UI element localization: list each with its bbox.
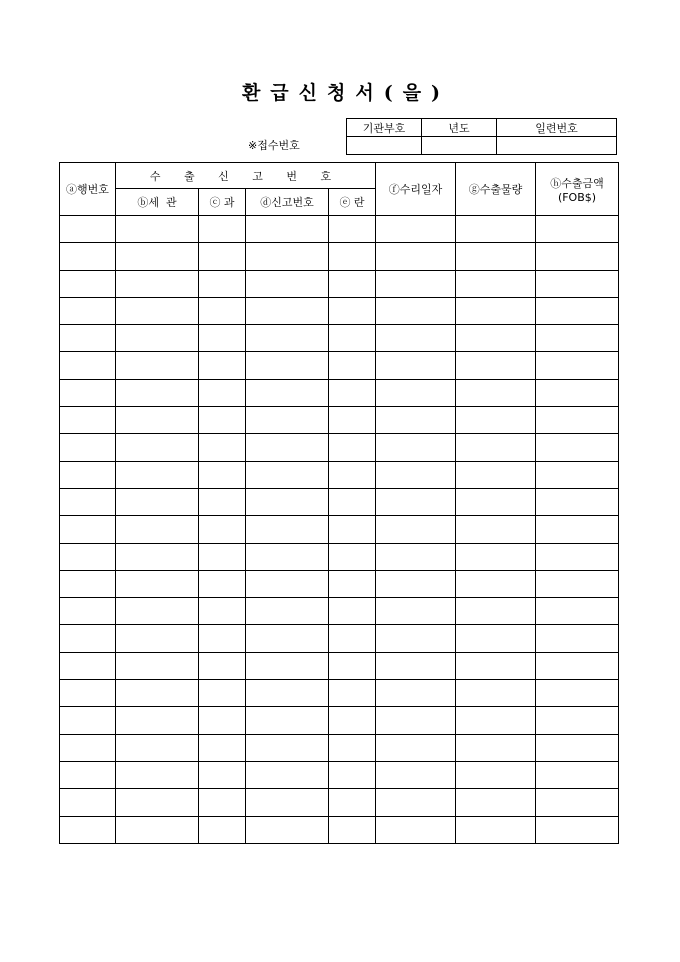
- declaration-number-cell[interactable]: [246, 707, 329, 734]
- section-cell[interactable]: [199, 652, 246, 679]
- export-amount-unit: (FOB$): [557, 190, 597, 204]
- export-amount-cell[interactable]: [536, 734, 619, 761]
- customs-cell[interactable]: [116, 707, 199, 734]
- export-amount-label: ⓗ수출금액: [550, 176, 604, 190]
- customs-cell[interactable]: [116, 570, 199, 597]
- export-amount-cell[interactable]: [536, 352, 619, 379]
- refund-application-table: [59, 162, 619, 844]
- export-amount-cell[interactable]: [536, 570, 619, 597]
- column-cell[interactable]: [329, 734, 376, 761]
- export-quantity-cell[interactable]: [456, 488, 536, 515]
- acceptance-date-cell[interactable]: [376, 680, 456, 707]
- section-cell[interactable]: [199, 680, 246, 707]
- acceptance-date-cell[interactable]: [376, 761, 456, 788]
- row-number-cell[interactable]: [60, 325, 116, 352]
- column-cell[interactable]: [329, 543, 376, 570]
- section-cell[interactable]: [199, 543, 246, 570]
- row-number-cell[interactable]: [60, 652, 116, 679]
- declaration-number-cell[interactable]: [246, 379, 329, 406]
- export-quantity-cell[interactable]: [456, 461, 536, 488]
- acceptance-date-cell[interactable]: [376, 352, 456, 379]
- customs-cell[interactable]: [116, 434, 199, 461]
- receipt-number-table: [346, 118, 617, 155]
- export-amount-cell[interactable]: [536, 625, 619, 652]
- row-number-cell[interactable]: [60, 598, 116, 625]
- export-declaration-number-header: 수 출 신 고 번 호: [116, 163, 376, 189]
- declaration-number-cell[interactable]: [246, 761, 329, 788]
- declaration-number-cell[interactable]: [246, 461, 329, 488]
- section-cell[interactable]: [199, 625, 246, 652]
- receipt-number-label: ※접수번호: [248, 139, 300, 152]
- section-cell[interactable]: [199, 734, 246, 761]
- declaration-number-cell[interactable]: [246, 598, 329, 625]
- customs-cell[interactable]: [116, 243, 199, 270]
- column-cell[interactable]: [329, 325, 376, 352]
- section-cell[interactable]: [199, 516, 246, 543]
- acceptance-date-cell[interactable]: [376, 488, 456, 515]
- table-row: [60, 297, 619, 324]
- serial-number-field[interactable]: [497, 137, 617, 155]
- declaration-number-cell[interactable]: [246, 352, 329, 379]
- export-amount-cell[interactable]: [536, 379, 619, 406]
- column-cell[interactable]: [329, 570, 376, 597]
- export-amount-cell[interactable]: [536, 270, 619, 297]
- export-quantity-cell[interactable]: [456, 297, 536, 324]
- customs-cell[interactable]: [116, 652, 199, 679]
- row-number-cell[interactable]: [60, 625, 116, 652]
- column-cell[interactable]: [329, 216, 376, 243]
- row-number-cell[interactable]: [60, 488, 116, 515]
- table-row: [60, 598, 619, 625]
- declaration-number-cell[interactable]: [246, 270, 329, 297]
- customs-cell[interactable]: [116, 516, 199, 543]
- row-number-cell[interactable]: [60, 789, 116, 816]
- table-row: [60, 625, 619, 652]
- table-row: [60, 407, 619, 434]
- acceptance-date-cell[interactable]: [376, 516, 456, 543]
- section-header: ⓒ 과: [199, 189, 246, 216]
- export-quantity-header: ⓖ수출물량: [456, 163, 536, 216]
- export-quantity-cell[interactable]: [456, 270, 536, 297]
- acceptance-date-cell[interactable]: [376, 325, 456, 352]
- column-cell[interactable]: [329, 516, 376, 543]
- export-amount-cell[interactable]: [536, 407, 619, 434]
- declaration-number-cell[interactable]: [246, 680, 329, 707]
- declaration-number-cell[interactable]: [246, 216, 329, 243]
- acceptance-date-cell[interactable]: [376, 789, 456, 816]
- row-number-cell[interactable]: [60, 379, 116, 406]
- acceptance-date-cell[interactable]: [376, 625, 456, 652]
- table-row: [60, 352, 619, 379]
- column-cell[interactable]: [329, 379, 376, 406]
- section-cell[interactable]: [199, 297, 246, 324]
- export-amount-cell[interactable]: [536, 598, 619, 625]
- acceptance-date-cell[interactable]: [376, 243, 456, 270]
- customs-cell[interactable]: [116, 379, 199, 406]
- section-cell[interactable]: [199, 488, 246, 515]
- customs-cell[interactable]: [116, 216, 199, 243]
- export-amount-cell[interactable]: [536, 816, 619, 843]
- export-quantity-cell[interactable]: [456, 243, 536, 270]
- section-cell[interactable]: [199, 270, 246, 297]
- customs-cell[interactable]: [116, 816, 199, 843]
- customs-cell[interactable]: [116, 789, 199, 816]
- table-row: [60, 680, 619, 707]
- column-cell[interactable]: [329, 270, 376, 297]
- export-amount-cell[interactable]: [536, 461, 619, 488]
- column-cell[interactable]: [329, 461, 376, 488]
- table-row: [60, 488, 619, 515]
- acceptance-date-cell[interactable]: [376, 407, 456, 434]
- row-number-cell[interactable]: [60, 570, 116, 597]
- export-quantity-cell[interactable]: [456, 652, 536, 679]
- column-cell[interactable]: [329, 625, 376, 652]
- column-cell[interactable]: [329, 816, 376, 843]
- export-amount-cell[interactable]: [536, 652, 619, 679]
- serial-number-header: 일련번호: [497, 119, 617, 137]
- column-cell[interactable]: [329, 652, 376, 679]
- column-cell[interactable]: [329, 789, 376, 816]
- customs-cell[interactable]: [116, 625, 199, 652]
- declaration-number-cell[interactable]: [246, 516, 329, 543]
- section-cell[interactable]: [199, 243, 246, 270]
- row-number-cell[interactable]: [60, 816, 116, 843]
- export-amount-cell[interactable]: [536, 243, 619, 270]
- export-quantity-cell[interactable]: [456, 598, 536, 625]
- export-quantity-cell[interactable]: [456, 680, 536, 707]
- declaration-number-cell[interactable]: [246, 816, 329, 843]
- column-cell[interactable]: [329, 598, 376, 625]
- row-number-cell[interactable]: [60, 761, 116, 788]
- export-quantity-cell[interactable]: [456, 407, 536, 434]
- declaration-number-cell[interactable]: [246, 789, 329, 816]
- column-cell[interactable]: [329, 488, 376, 515]
- section-cell[interactable]: [199, 352, 246, 379]
- export-quantity-cell[interactable]: [456, 352, 536, 379]
- export-quantity-cell[interactable]: [456, 570, 536, 597]
- agency-code-header: 기관부호: [347, 119, 422, 137]
- declaration-number-cell[interactable]: [246, 652, 329, 679]
- acceptance-date-cell[interactable]: [376, 543, 456, 570]
- customs-cell[interactable]: [116, 680, 199, 707]
- column-cell[interactable]: [329, 434, 376, 461]
- row-number-cell[interactable]: [60, 270, 116, 297]
- export-amount-cell[interactable]: [536, 216, 619, 243]
- acceptance-date-cell[interactable]: [376, 434, 456, 461]
- declaration-number-cell[interactable]: [246, 543, 329, 570]
- customs-cell[interactable]: [116, 761, 199, 788]
- declaration-number-cell[interactable]: [246, 297, 329, 324]
- export-amount-cell[interactable]: [536, 543, 619, 570]
- export-amount-cell[interactable]: [536, 789, 619, 816]
- export-amount-cell[interactable]: [536, 707, 619, 734]
- acceptance-date-cell[interactable]: [376, 297, 456, 324]
- customs-cell[interactable]: [116, 352, 199, 379]
- table-row: [60, 216, 619, 243]
- export-amount-cell[interactable]: [536, 680, 619, 707]
- table-row: [60, 325, 619, 352]
- column-cell[interactable]: [329, 297, 376, 324]
- table-row: [60, 570, 619, 597]
- section-cell[interactable]: [199, 707, 246, 734]
- customs-cell[interactable]: [116, 297, 199, 324]
- column-cell[interactable]: [329, 407, 376, 434]
- export-amount-cell[interactable]: [536, 297, 619, 324]
- section-cell[interactable]: [199, 816, 246, 843]
- column-cell[interactable]: [329, 707, 376, 734]
- table-row: [60, 789, 619, 816]
- year-header: 년도: [422, 119, 497, 137]
- table-row: [60, 516, 619, 543]
- export-quantity-cell[interactable]: [456, 543, 536, 570]
- declaration-number-cell[interactable]: [246, 407, 329, 434]
- export-amount-cell[interactable]: [536, 488, 619, 515]
- row-number-cell[interactable]: [60, 461, 116, 488]
- acceptance-date-cell[interactable]: [376, 270, 456, 297]
- table-row: [60, 761, 619, 788]
- section-cell[interactable]: [199, 598, 246, 625]
- page-title: 환급신청서(을): [241, 82, 451, 104]
- declaration-number-cell[interactable]: [246, 625, 329, 652]
- row-number-cell[interactable]: [60, 434, 116, 461]
- section-cell[interactable]: [199, 461, 246, 488]
- row-number-cell[interactable]: [60, 707, 116, 734]
- customs-cell[interactable]: [116, 461, 199, 488]
- export-quantity-cell[interactable]: [456, 789, 536, 816]
- acceptance-date-cell[interactable]: [376, 216, 456, 243]
- row-number-cell[interactable]: [60, 680, 116, 707]
- table-row: [60, 243, 619, 270]
- section-cell[interactable]: [199, 216, 246, 243]
- table-row: [60, 652, 619, 679]
- row-number-cell[interactable]: [60, 216, 116, 243]
- export-amount-cell[interactable]: [536, 325, 619, 352]
- acceptance-date-cell[interactable]: [376, 461, 456, 488]
- acceptance-date-cell[interactable]: [376, 570, 456, 597]
- table-row: [60, 816, 619, 843]
- declaration-number-cell[interactable]: [246, 570, 329, 597]
- row-number-cell[interactable]: [60, 352, 116, 379]
- export-amount-cell[interactable]: [536, 761, 619, 788]
- row-number-cell[interactable]: [60, 734, 116, 761]
- table-row: [60, 543, 619, 570]
- table-row: [60, 434, 619, 461]
- row-number-cell[interactable]: [60, 243, 116, 270]
- section-cell[interactable]: [199, 789, 246, 816]
- acceptance-date-cell[interactable]: [376, 379, 456, 406]
- table-row: [60, 707, 619, 734]
- customs-cell[interactable]: [116, 325, 199, 352]
- column-cell[interactable]: [329, 243, 376, 270]
- customs-cell[interactable]: [116, 734, 199, 761]
- section-cell[interactable]: [199, 570, 246, 597]
- customs-cell[interactable]: [116, 543, 199, 570]
- section-cell[interactable]: [199, 379, 246, 406]
- column-cell[interactable]: [329, 352, 376, 379]
- export-quantity-cell[interactable]: [456, 707, 536, 734]
- acceptance-date-cell[interactable]: [376, 734, 456, 761]
- export-amount-header: [536, 163, 619, 216]
- section-cell[interactable]: [199, 434, 246, 461]
- table-row: [60, 734, 619, 761]
- declaration-number-cell[interactable]: [246, 488, 329, 515]
- export-amount-cell[interactable]: [536, 516, 619, 543]
- row-number-cell[interactable]: [60, 543, 116, 570]
- table-row: [60, 270, 619, 297]
- table-row: [60, 379, 619, 406]
- table-body: [60, 216, 619, 844]
- export-quantity-cell[interactable]: [456, 379, 536, 406]
- year-field[interactable]: [422, 137, 497, 155]
- export-quantity-cell[interactable]: [456, 325, 536, 352]
- declaration-number-cell[interactable]: [246, 243, 329, 270]
- export-quantity-cell[interactable]: [456, 761, 536, 788]
- table-row: [60, 461, 619, 488]
- agency-code-field[interactable]: [347, 137, 422, 155]
- declaration-number-header: ⓓ신고번호: [246, 189, 329, 216]
- row-number-cell[interactable]: [60, 407, 116, 434]
- acceptance-date-cell[interactable]: [376, 652, 456, 679]
- export-quantity-cell[interactable]: [456, 434, 536, 461]
- export-quantity-cell[interactable]: [456, 734, 536, 761]
- column-cell[interactable]: [329, 761, 376, 788]
- export-quantity-cell[interactable]: [456, 625, 536, 652]
- export-quantity-cell[interactable]: [456, 816, 536, 843]
- customs-cell[interactable]: [116, 488, 199, 515]
- acceptance-date-cell[interactable]: [376, 816, 456, 843]
- declaration-number-cell[interactable]: [246, 734, 329, 761]
- row-number-cell[interactable]: [60, 297, 116, 324]
- declaration-number-cell[interactable]: [246, 434, 329, 461]
- acceptance-date-header: ⓕ수리일자: [376, 163, 456, 216]
- acceptance-date-cell[interactable]: [376, 707, 456, 734]
- section-cell[interactable]: [199, 761, 246, 788]
- customs-cell[interactable]: [116, 598, 199, 625]
- export-quantity-cell[interactable]: [456, 516, 536, 543]
- acceptance-date-cell[interactable]: [376, 598, 456, 625]
- column-cell[interactable]: [329, 680, 376, 707]
- row-number-cell[interactable]: [60, 516, 116, 543]
- customs-header: ⓑ세 관: [116, 189, 199, 216]
- column-header: ⓔ 란: [329, 189, 376, 216]
- customs-cell[interactable]: [116, 270, 199, 297]
- row-number-header: ⓐ행번호: [60, 163, 116, 216]
- customs-cell[interactable]: [116, 407, 199, 434]
- section-cell[interactable]: [199, 325, 246, 352]
- section-cell[interactable]: [199, 407, 246, 434]
- export-amount-cell[interactable]: [536, 434, 619, 461]
- declaration-number-cell[interactable]: [246, 325, 329, 352]
- export-quantity-cell[interactable]: [456, 216, 536, 243]
